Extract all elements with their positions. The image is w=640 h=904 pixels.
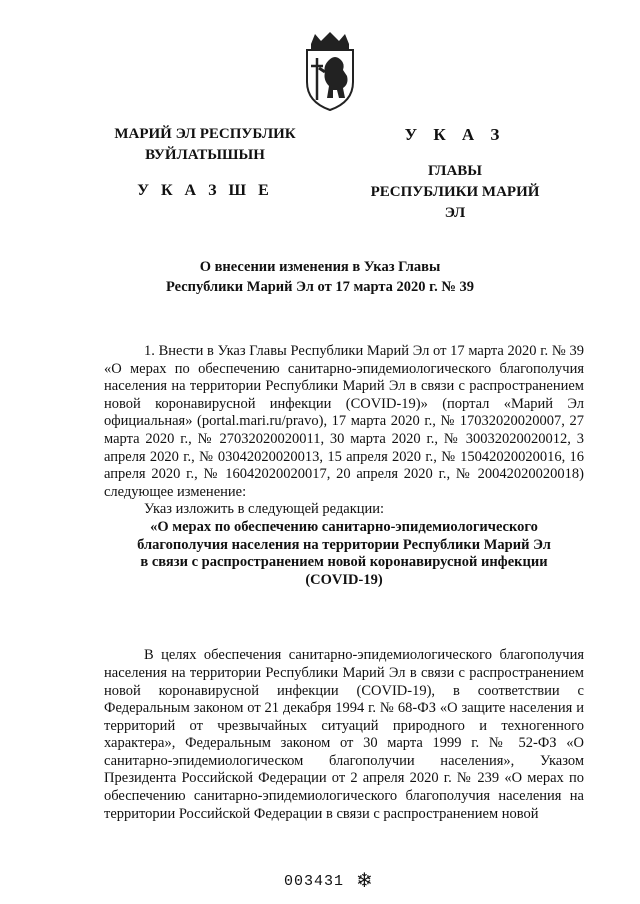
document-body bbox=[104, 343, 584, 823]
bold-title-line4: (COVID-19) bbox=[305, 571, 383, 588]
spacer bbox=[104, 589, 584, 647]
header-left bbox=[100, 124, 310, 201]
snowflake-icon: ❄ bbox=[356, 868, 373, 892]
paragraph-3: В целях обеспечения санитарно-эпидемиологического благополучия населения на территории Республики Марий Эл в связи с распространением новой коронавирусной инфекции (COVID-19), в соответствии с Федеральным законом от 21 декабря 1994 г. № 68-ФЗ «О защите населения и территорий от чрезвычайных ситуаций природного и техногенного характера», Федеральным законом от 30 марта 1999 г. № 52-ФЗ «О санитарно-эпидемиологическом благополучии населения», Указом Президента Российской Федерации от 2 апреля 2020 г. № 239 «О мерах по обеспечению санитарно-эпидемиологического благополучия населения на территории Российской Федерации в связи с распространением новой bbox=[104, 647, 584, 822]
paragraph-2: Указ изложить в следующей редакции: bbox=[144, 501, 385, 518]
footer-number: 003431 bbox=[284, 873, 345, 890]
header-left-doc-type: У К А З Ш Е bbox=[137, 182, 273, 199]
header-right-line1: ГЛАВЫ bbox=[427, 163, 483, 179]
header-right bbox=[360, 124, 550, 224]
bold-title-line3: в связи с распространением новой коронавирусной инфекции bbox=[140, 554, 548, 571]
document-title bbox=[110, 257, 530, 297]
bold-title-line1: «О мерах по обеспечению санитарно-эпидемиологического bbox=[150, 518, 538, 535]
header-left-line1: МАРИЙ ЭЛ РЕСПУБЛИК bbox=[114, 126, 296, 142]
header-right-doc-type: У К А З bbox=[404, 125, 506, 144]
title-line1: О внесении изменения в Указ Главы bbox=[199, 259, 441, 275]
coat-of-arms-icon bbox=[299, 30, 361, 112]
title-line2: Республики Марий Эл от 17 марта 2020 г. № 39 bbox=[165, 279, 475, 295]
paragraph-1: 1. Внести в Указ Главы Республики Марий Эл от 17 марта 2020 г. № 39 «О мерах по обеспечению санитарно-эпидемиологического благополучия населения на территории Республики Марий Эл в связи с распространением новой коронавирусной инфекции (COVID-19)» (портал «Марий Эл официальная» (portal.mari.ru/pravo), 17 марта 2020 г., № 17032020020007, 27 марта 2020 г., № 27032020020011, 30 марта 2020 г., № 30032020020012, 3 апреля 2020 г., № 03042020020013, 15 апреля 2020 г., № 15042020020016, 16 апреля 2020 г., № 16042020020017, 20 апреля 2020 г., № 20042020020018) следующее изменение: bbox=[104, 343, 584, 500]
bold-title-line2: благополучия населения на территории Республики Марий Эл bbox=[137, 536, 551, 553]
header-right-line2: РЕСПУБЛИКИ МАРИЙ ЭЛ bbox=[370, 184, 540, 221]
header-left-line2: ВУЙЛАТЫШЫН bbox=[145, 147, 265, 163]
